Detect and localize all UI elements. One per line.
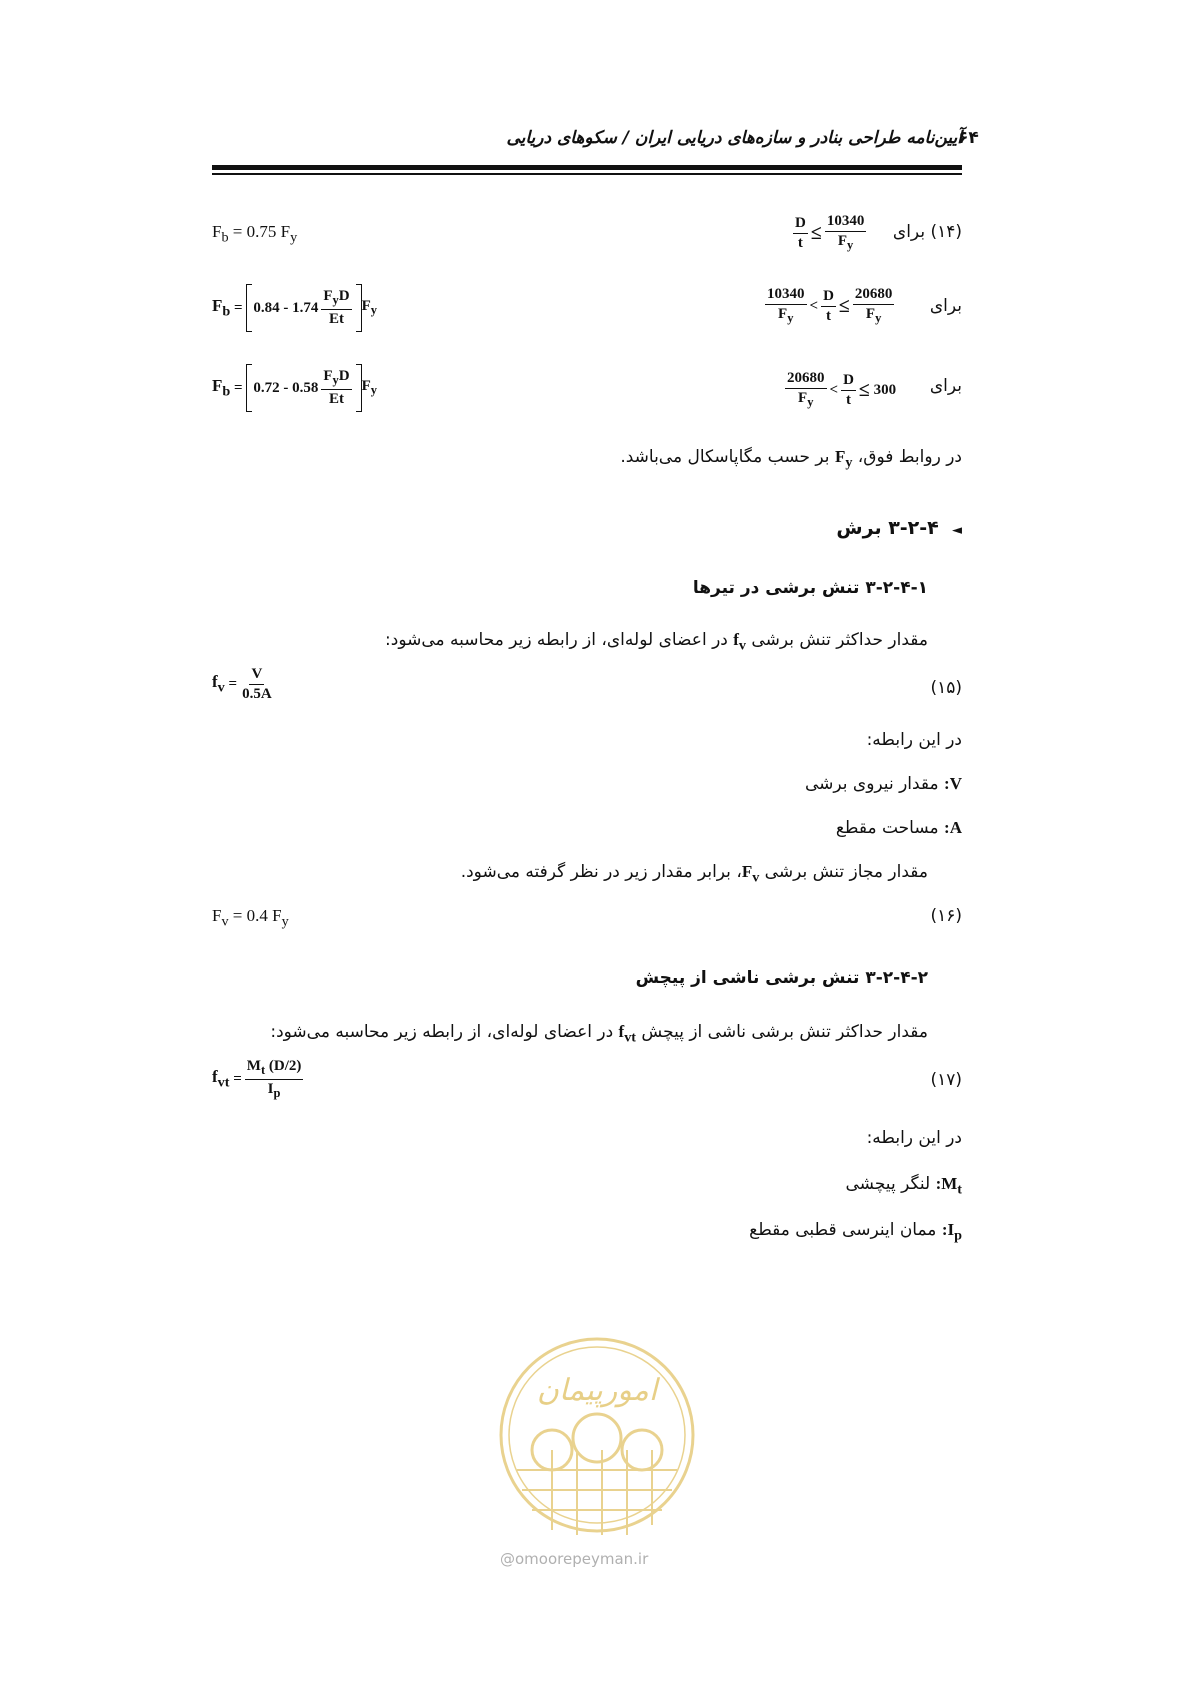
header-rule-thick — [212, 165, 962, 170]
eq17-number: (۱۷) — [930, 1070, 962, 1090]
where2-item-mt: $M_t$: لنگر پیچشی — [845, 1174, 962, 1198]
eq14c-label: برای — [929, 376, 962, 396]
where1-item-a: A: مساحت مقطع — [835, 818, 962, 838]
section-bullet-icon: ◄ — [952, 523, 962, 538]
eq17-formula: $f_{vt}$ = $\frac{M_t (D/2)}{I_p}$ — [212, 1058, 302, 1100]
where1-item-v: V: مقدار نیروی برشی — [804, 774, 962, 794]
eq14b-label: برای — [929, 296, 962, 316]
fv-paragraph: مقدار حداکثر تنش برشی $f_v$ در اعضای لوله‌ای، از رابطه زیر محاسبه می‌شود: — [385, 630, 928, 654]
eq14-label: (۱۴) برای — [892, 222, 962, 242]
book-title: آیین‌نامه طراحی بنادر و سازه‌های دریایی ایران / سکوهای دریایی — [506, 128, 962, 148]
subsection-heading-2: ۳-۲-۴-۲ تنش برشی ناشی از پیچش — [635, 968, 928, 988]
watermark-logo — [492, 1330, 702, 1549]
where2-intro: در این رابطه: — [866, 1128, 962, 1148]
eq14b-condition: $\frac{10340}{F_y}$ < $\frac{D}{t}$ ≤ $\frac{20680}{F_y}$ — [767, 286, 893, 325]
eq14c-formula: $F_b$ = 0.72 - 0.58 $\frac{F_yD}{Et}$ $F_y$ — [212, 364, 377, 412]
eq16-formula: $F_v = 0.4$ $F_y$ — [212, 906, 289, 930]
page-number: ۶۴ — [958, 128, 979, 148]
eq15-number: (۱۵) — [930, 678, 962, 698]
header-rule-thin — [212, 173, 962, 175]
watermark-text: @omoorepeyman.ir — [500, 1550, 649, 1568]
subsection-heading-1: ۳-۲-۴-۱ تنش برشی در تیرها — [692, 578, 928, 598]
where2-item-ip: $I_p$: ممان اینرسی قطبی مقطع — [749, 1220, 962, 1244]
where1-intro: در این رابطه: — [866, 730, 962, 750]
watermark-logo-text: امورپیمان — [536, 1373, 658, 1408]
eq14b-formula: $F_b$ = 0.84 - 1.74 $\frac{F_yD}{Et}$ $F_y$ — [212, 284, 377, 332]
fvt-paragraph: مقدار حداکثر تنش برشی ناشی از پیچش $f_{vt}$ در اعضای لوله‌ای، از رابطه زیر محاسبه می‌شود: — [270, 1022, 928, 1046]
units-paragraph: در روابط فوق، $F_y$ بر حسب مگاپاسکال می‌باشد. — [620, 447, 962, 471]
eq15-formula: $f_v$ = $\frac{V}{0.5A}$ — [212, 666, 272, 702]
section-heading: ◄ ۳-۲-۴ برش — [836, 517, 962, 539]
eq14c-condition: $\frac{20680}{F_y}$ < $\frac{D}{t}$ ≤ 300 — [787, 370, 897, 409]
eq16-number: (۱۶) — [930, 906, 962, 926]
eq14-condition: $\frac{D}{t}$ ≤ $\frac{10340}{F_y}$ — [795, 213, 865, 252]
eq14-formula: $F_b = 0.75$ $F_y$ — [212, 222, 298, 246]
Fv-paragraph: مقدار مجاز تنش برشی $F_v،$ برابر مقدار زیر در نظر گرفته می‌شود. — [460, 862, 928, 886]
